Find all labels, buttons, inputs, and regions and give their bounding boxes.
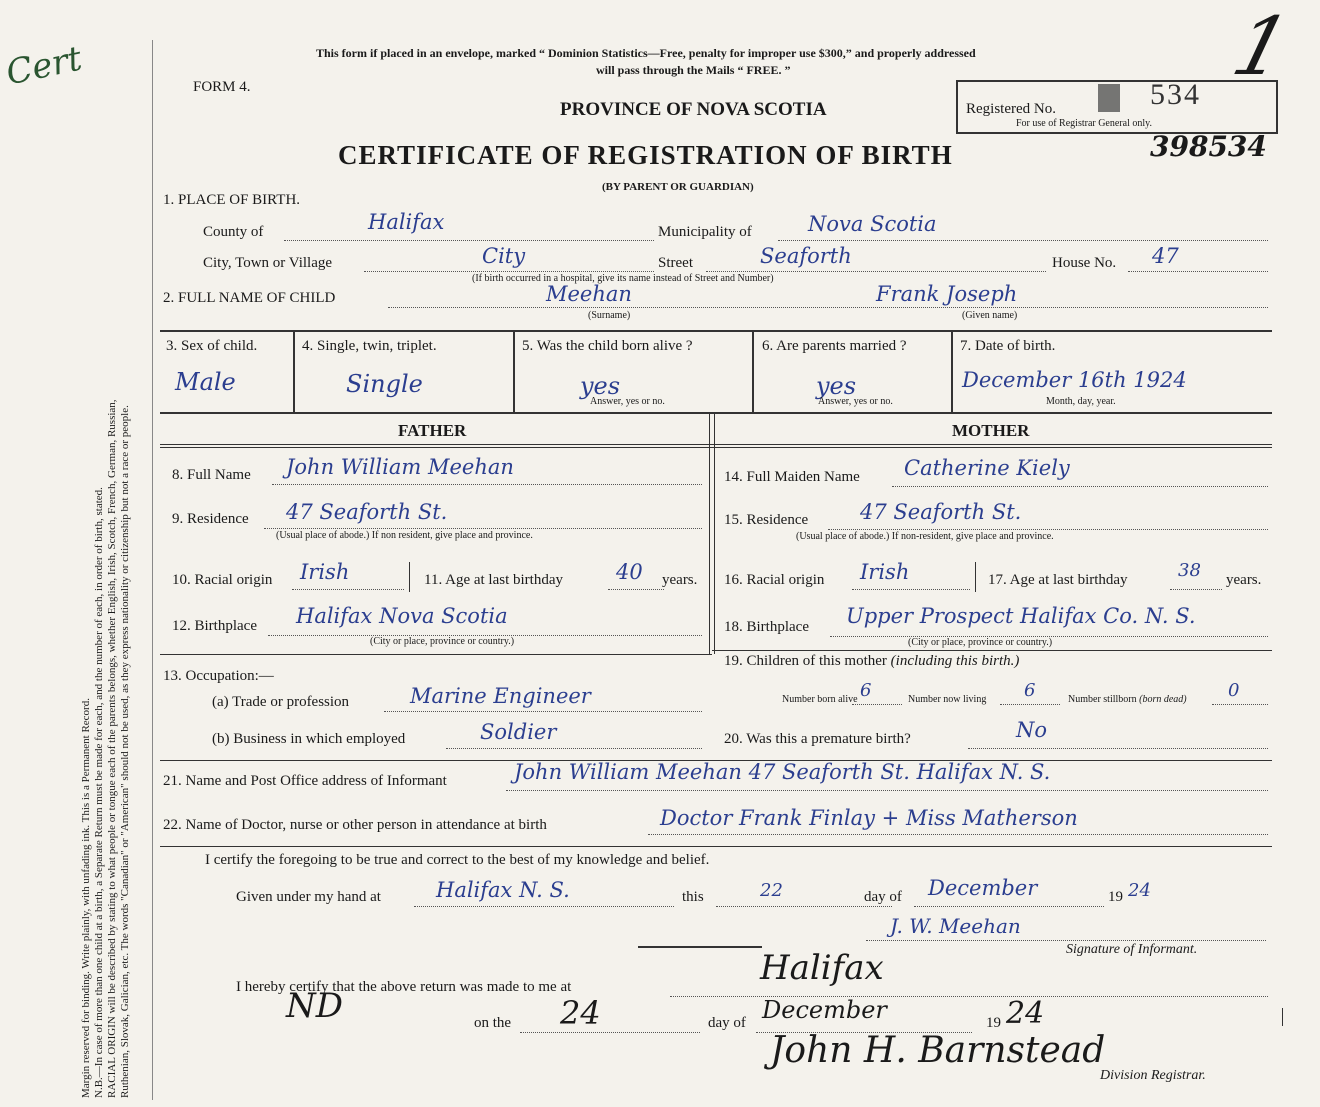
father-trade-value: Marine Engineer xyxy=(410,684,591,708)
registered-value: 534 xyxy=(1150,78,1201,111)
father-birthplace-caption: (City or place, province or country.) xyxy=(370,636,515,647)
mother-residence-value: 47 Seaforth St. xyxy=(860,500,1022,524)
mother-racial-label: 16. Racial origin xyxy=(724,572,825,588)
child-surname: Meehan xyxy=(546,282,632,306)
registered-stamp xyxy=(1098,84,1120,112)
registrar-certify-text: I hereby certify that the above return was made to me at xyxy=(236,979,572,995)
father-birthplace-value: Halifax Nova Scotia xyxy=(296,604,508,628)
registrar-place: Halifax xyxy=(760,948,884,988)
form-number: FORM 4. xyxy=(193,79,251,95)
registrar-left-mark: ND xyxy=(286,986,344,1026)
province-heading: PROVINCE OF NOVA SCOTIA xyxy=(560,99,827,120)
parents-married-caption: Answer, yes or no. xyxy=(818,396,893,407)
certify-text: I certify the foregoing to be true and correct to the best of my knowledge and belief. xyxy=(205,852,710,868)
father-racial-label: 10. Racial origin xyxy=(172,572,273,588)
street-value: Seaforth xyxy=(760,244,852,268)
informant-signature: J. W. Meehan xyxy=(890,914,1021,938)
father-trade-label: (a) Trade or profession xyxy=(212,694,350,710)
informant-label: 21. Name and Post Office address of Informant xyxy=(163,773,447,789)
house-value: 47 xyxy=(1152,244,1179,268)
mother-residence-label: 15. Residence xyxy=(724,512,809,528)
child-given-name: Frank Joseph xyxy=(876,282,1018,306)
registrar-signature: John H. Barnstead xyxy=(770,1030,1106,1071)
mother-racial-value: Irish xyxy=(860,560,910,584)
parents-married-value: yes xyxy=(816,372,857,400)
plurality-label: 4. Single, twin, triplet. xyxy=(302,338,437,354)
mother-age-value: 38 xyxy=(1178,560,1201,581)
born-alive-value: yes xyxy=(580,372,621,400)
plurality-value: Single xyxy=(346,370,423,398)
born-alive-label: 5. Was the child born alive ? xyxy=(522,338,693,354)
cert-month: December xyxy=(928,876,1038,900)
certificate-title: CERTIFICATE OF REGISTRATION OF BIRTH xyxy=(338,140,953,170)
father-business-value: Soldier xyxy=(480,720,557,744)
father-occupation-label: 13. Occupation:— xyxy=(163,668,274,684)
informant-value: John William Meehan 47 Seaforth St. Halifax N. S. xyxy=(514,760,1051,784)
municipality-value: Nova Scotia xyxy=(808,212,937,236)
informant-signature-label: Signature of Informant. xyxy=(1066,942,1198,957)
municipality-label: Municipality of xyxy=(658,224,752,240)
mother-age-years: years. xyxy=(1226,572,1262,588)
cert-day-of-label: day of xyxy=(864,889,902,905)
father-residence-caption: (Usual place of abode.) If non resident, give place and province. xyxy=(276,530,533,541)
registrar-year: 24 xyxy=(1006,996,1045,1031)
margin-rule xyxy=(152,40,153,1100)
child-name-label: 2. FULL NAME OF CHILD xyxy=(163,290,336,306)
county-label: County of xyxy=(203,224,264,240)
registrar-year-prefix: 19 xyxy=(986,1015,1001,1031)
surname-caption: (Surname) xyxy=(588,310,631,321)
mother-residence-caption: (Usual place of abode.) If non-resident, give place and province. xyxy=(796,531,1054,542)
certificate-subtitle: (BY PARENT OR GUARDIAN) xyxy=(602,181,754,193)
father-heading: FATHER xyxy=(398,421,467,440)
born-alive-count-label: Number born alive xyxy=(782,694,858,705)
father-age-years: years. xyxy=(662,572,698,588)
registered-label: Registered No. xyxy=(966,101,1056,117)
now-living-count-label: Number now living xyxy=(908,694,987,705)
sex-label: 3. Sex of child. xyxy=(166,338,258,354)
file-number: 398534 xyxy=(1150,130,1267,163)
father-age-label: 11. Age at last birthday xyxy=(424,572,563,588)
mother-birthplace-label: 18. Birthplace xyxy=(724,619,809,635)
premature-label: 20. Was this a premature birth? xyxy=(724,731,911,747)
father-racial-value: Irish xyxy=(300,560,350,584)
mother-birthplace-value: Upper Prospect Halifax Co. N. S. xyxy=(846,604,1196,628)
stillborn-count-label: Number stillborn (born dead) xyxy=(1068,694,1187,705)
county-value: Halifax xyxy=(368,210,445,234)
father-residence-value: 47 Seaforth St. xyxy=(286,500,448,524)
section-divider xyxy=(638,946,762,948)
given-place: Halifax N. S. xyxy=(436,878,570,902)
registrar-signature-label: Division Registrar. xyxy=(1100,1068,1206,1083)
corner-mark: 1 xyxy=(1223,0,1300,93)
street-label: Street xyxy=(658,255,693,271)
given-label: Given under my hand at xyxy=(236,889,381,905)
this-label: this xyxy=(682,889,704,905)
postage-note-1: This form if placed in an envelope, marked “ Dominion Statistics—Free, penalty for improper use $300,” and properly addressed xyxy=(316,46,976,60)
cert-year-prefix: 19 xyxy=(1108,889,1123,905)
dob-label: 7. Date of birth. xyxy=(960,338,1056,354)
city-value: City xyxy=(482,244,526,268)
born-alive-count: 6 xyxy=(860,680,872,701)
stillborn-count: 0 xyxy=(1228,680,1240,701)
hospital-note: (If birth occurred in a hospital, give its name instead of Street and Number) xyxy=(472,273,774,284)
mother-name-label: 14. Full Maiden Name xyxy=(724,469,860,485)
father-name-value: John William Meehan xyxy=(286,455,514,479)
postage-note-2: will pass through the Mails “ FREE. ” xyxy=(596,63,791,77)
registrar-use-note: For use of Registrar General only. xyxy=(1016,118,1152,129)
mother-age-label: 17. Age at last birthday xyxy=(988,572,1128,588)
attendant-label: 22. Name of Doctor, nurse or other person in attendance at birth xyxy=(163,817,547,833)
born-alive-caption: Answer, yes or no. xyxy=(590,396,665,407)
margin-note: Cert xyxy=(2,38,86,94)
house-label: House No. xyxy=(1052,255,1117,271)
sex-value: Male xyxy=(175,368,236,396)
cert-year: 24 xyxy=(1128,880,1151,901)
father-age-value: 40 xyxy=(616,560,643,584)
parents-married-label: 6. Are parents married ? xyxy=(762,338,907,354)
father-business-label: (b) Business in which employed xyxy=(212,731,406,747)
father-residence-label: 9. Residence xyxy=(172,511,249,527)
registrar-day-of-label: day of xyxy=(708,1015,746,1031)
given-name-caption: (Given name) xyxy=(962,310,1018,321)
dob-caption: Month, day, year. xyxy=(1046,396,1116,407)
attendant-value: Doctor Frank Finlay + Miss Matherson xyxy=(660,806,1078,830)
mother-heading: MOTHER xyxy=(952,421,1030,440)
mother-birthplace-caption: (City or place, province or country.) xyxy=(908,637,1053,648)
mother-name-value: Catherine Kiely xyxy=(904,456,1070,480)
premature-value: No xyxy=(1016,718,1048,742)
margin-instructions: Margin reserved for binding. Write plainly, with unfading ink. This is a Permanent Record. N.B.—In case of more than one child at a birth, a Separate Return must be made for each, and the number of each, in order of birth, stated. RACIAL ORIGIN will be described by stating to what people or tongue each of the parents belongs, whether English, Irish, Scotch, French, German, Russian, Ruthenian, Slovak, Galician, etc. The words "Canadian" or "American" should not be used, as they express nationality or citizenship but not a race or people. xyxy=(80,399,131,1098)
place-of-birth-heading: 1. PLACE OF BIRTH. xyxy=(163,192,301,208)
registrar-day: 24 xyxy=(560,994,601,1032)
city-label: City, Town or Village xyxy=(203,255,333,271)
dob-value: December 16th 1924 xyxy=(962,368,1187,392)
cert-day: 22 xyxy=(760,880,783,901)
now-living-count: 6 xyxy=(1024,680,1036,701)
edge-mark xyxy=(1282,1008,1283,1026)
registrar-on-the-label: on the xyxy=(474,1015,512,1031)
children-of-mother-label: 19. Children of this mother (including this birth.) xyxy=(724,653,1020,669)
father-birthplace-label: 12. Birthplace xyxy=(172,618,257,634)
father-name-label: 8. Full Name xyxy=(172,467,251,483)
registrar-month: December xyxy=(762,996,887,1024)
